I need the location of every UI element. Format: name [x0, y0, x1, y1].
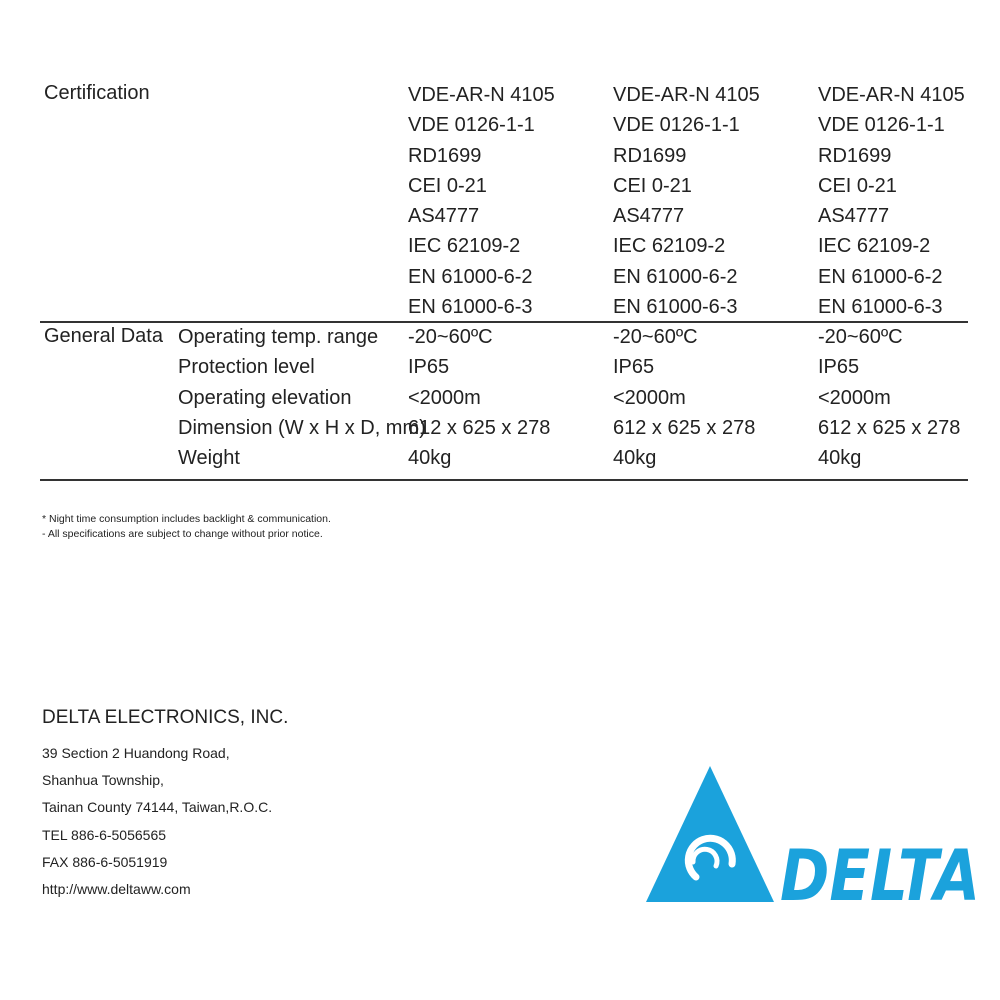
property-label: Operating temp. range — [178, 326, 379, 348]
property-label: Protection level — [178, 356, 315, 379]
certification-item: VDE 0126-1-1 — [408, 114, 535, 137]
property-value: 612 x 625 x 278 — [613, 416, 756, 439]
footnote: * Night time consumption includes backlight & communication. — [42, 513, 331, 525]
address-line: Tainan County 74144, Taiwan,R.O.C. — [42, 799, 273, 816]
general-value-column-2 — [613, 322, 755, 473]
property-value: IP65 — [818, 356, 860, 379]
certification-item: RD1699 — [613, 144, 687, 167]
property-value: 612 x 625 x 278 — [408, 416, 551, 439]
property-value: -20~60ºC — [408, 326, 493, 348]
certification-item: EN 61000-6-3 — [613, 296, 738, 319]
certification-item: VDE-AR-N 4105 — [818, 84, 965, 106]
property-label: Weight — [178, 447, 240, 470]
certification-item: RD1699 — [818, 144, 892, 167]
property-value: <2000m — [408, 386, 481, 409]
property-value: 612 x 625 x 278 — [818, 416, 961, 439]
certification-item: EN 61000-6-2 — [613, 265, 738, 288]
certification-column-1 — [408, 80, 555, 322]
general-property-column — [178, 322, 426, 473]
certification-column-2 — [613, 80, 760, 322]
footnotes — [42, 512, 331, 542]
property-label: Dimension (W x H x D, mm) — [178, 416, 426, 439]
logo-wordmark: DELTA — [780, 835, 980, 917]
general-value-column-3 — [818, 322, 960, 473]
certification-label: Certification — [44, 82, 150, 104]
general-value-column-1 — [408, 322, 550, 473]
certification-item: IEC 62109-2 — [408, 235, 521, 258]
certification-item: EN 61000-6-3 — [818, 296, 943, 319]
certification-item: VDE 0126-1-1 — [613, 114, 740, 137]
company-address — [42, 740, 272, 903]
company-name: DELTA ELECTRONICS, INC. — [42, 707, 289, 728]
certification-item: VDE 0126-1-1 — [818, 114, 945, 137]
certification-item: VDE-AR-N 4105 — [613, 84, 760, 106]
certification-column-3 — [818, 80, 965, 322]
certification-item: CEI 0-21 — [613, 174, 692, 197]
certification-item: CEI 0-21 — [818, 174, 897, 197]
property-value: IP65 — [408, 356, 450, 379]
certification-item: EN 61000-6-3 — [408, 296, 533, 319]
delta-logo — [640, 762, 985, 917]
address-line: Shanhua Township, — [42, 772, 164, 789]
property-value: 40kg — [818, 447, 862, 470]
certification-item: RD1699 — [408, 144, 482, 167]
property-value: 40kg — [613, 447, 657, 470]
property-value: <2000m — [818, 386, 891, 409]
property-value: -20~60ºC — [613, 326, 698, 348]
delta-triangle-logo-icon — [646, 766, 774, 902]
property-value: <2000m — [613, 386, 686, 409]
general-data-label: General Data — [44, 325, 163, 347]
website-link[interactable]: http://www.deltaww.com — [42, 881, 191, 898]
address-line: 39 Section 2 Huandong Road, — [42, 745, 230, 761]
fax-number: FAX 886-6-5051919 — [42, 853, 168, 870]
certification-item: EN 61000-6-2 — [818, 265, 943, 288]
property-label: Operating elevation — [178, 386, 352, 409]
certification-item: IEC 62109-2 — [613, 235, 726, 258]
property-value: 40kg — [408, 447, 452, 470]
property-value: -20~60ºC — [818, 326, 903, 348]
certification-item: IEC 62109-2 — [818, 235, 931, 258]
certification-item: EN 61000-6-2 — [408, 265, 533, 288]
certification-item: CEI 0-21 — [408, 174, 487, 197]
property-value: IP65 — [613, 356, 655, 379]
footnote: - All specifications are subject to change without prior notice. — [42, 528, 323, 540]
certification-item: AS4777 — [408, 205, 480, 228]
certification-item: AS4777 — [818, 205, 890, 228]
phone-number: TEL 886-6-5056565 — [42, 826, 167, 843]
certification-item: VDE-AR-N 4105 — [408, 84, 555, 106]
certification-item: AS4777 — [613, 205, 685, 228]
table-bottom-border — [40, 479, 968, 481]
